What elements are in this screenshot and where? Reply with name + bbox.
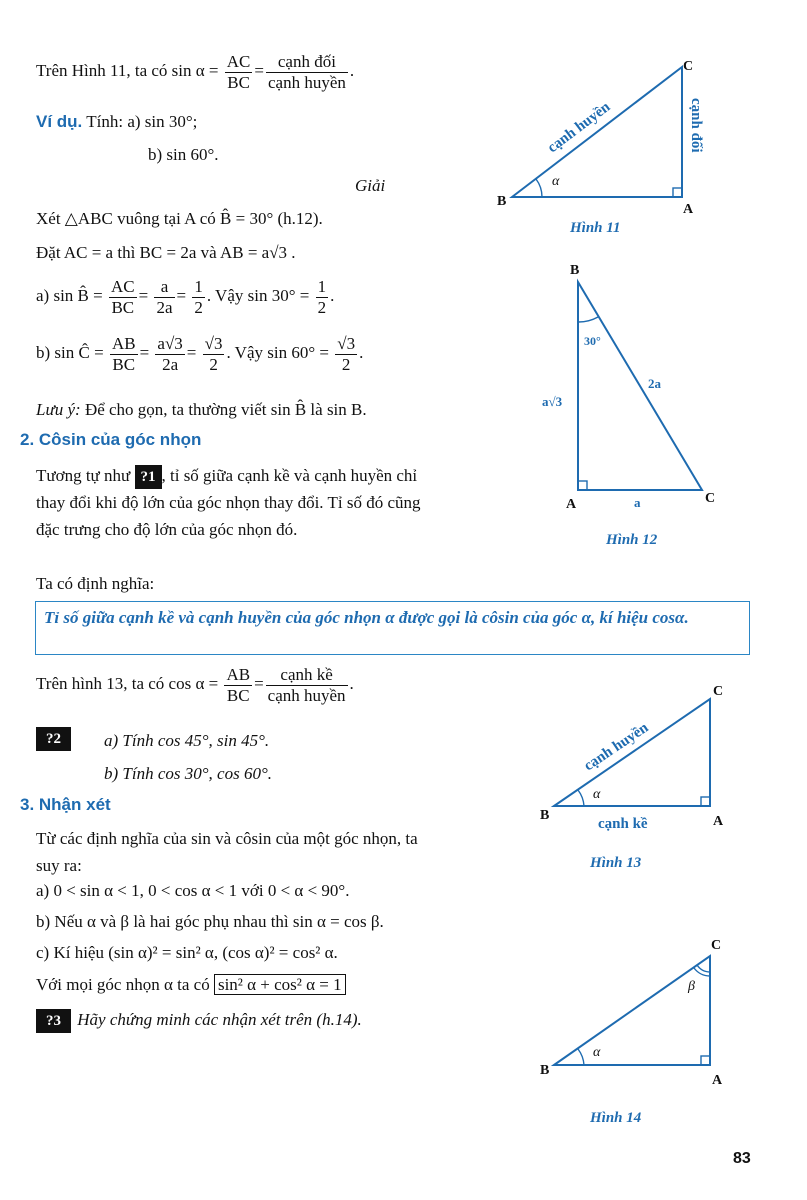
identity-line: Với mọi góc nhọn α ta có sin² α + cos² α = 1 bbox=[36, 975, 346, 995]
alpha-label-13: α bbox=[593, 787, 601, 802]
ratio-fraction: $\frac{\text{cạnh đối}}{\text{cạnh huyền}}$ bbox=[267, 52, 346, 92]
angle-arc-13 bbox=[578, 790, 584, 806]
question-2b: b) Tính cos 30°, cos 60°. bbox=[104, 764, 273, 783]
vertex-a-12: A bbox=[566, 497, 577, 508]
definition-text: Tỉ số giữa cạnh kề và cạnh huyền của góc nhọn α được gọi là côsin của góc α, kí hiệu cosα. bbox=[44, 608, 689, 627]
example-line bbox=[36, 112, 197, 132]
figure-12-caption: Hình 12 bbox=[606, 532, 658, 548]
cos-line: Trên hình 13, ta có cos α = $\frac{AB}{BC}$ = $\frac{\text{cạnh kề}}{\text{cạnh huyền}}$ . bbox=[36, 665, 354, 705]
angle-arc-12 bbox=[578, 317, 598, 322]
triangle-14 bbox=[554, 956, 710, 1065]
question-badge-2: ?2 bbox=[36, 727, 71, 751]
question-3 bbox=[36, 1009, 362, 1033]
angle-arc-beta-14a bbox=[697, 965, 710, 972]
section-3-paragraph: Từ các định nghĩa của sin và côsin của một góc nhọn, ta suy ra: bbox=[36, 829, 418, 875]
note bbox=[36, 400, 367, 420]
remark-c: c) Kí hiệu (sin α)² = sin² α, (cos α)² = cos² α. bbox=[36, 943, 338, 962]
figure-11-caption: Hình 11 bbox=[570, 220, 621, 236]
vertex-b-13: B bbox=[540, 808, 550, 823]
question-3-text: Hãy chứng minh các nhận xét trên (h.14). bbox=[77, 1010, 362, 1029]
vertex-a-13: A bbox=[713, 814, 724, 829]
angle-arc bbox=[536, 179, 542, 197]
remark-b: b) Nếu α và β là hai góc phụ nhau thì sin α = cos β. bbox=[36, 912, 384, 931]
definition-box bbox=[35, 601, 750, 655]
hypotenuse-label: cạnh huyền bbox=[544, 99, 614, 157]
vertex-a-14: A bbox=[712, 1073, 723, 1088]
solution-b: b) sin Ĉ = $\frac{AB}{BC}$ = $\frac{a√3}{2a}$ = $\frac{√3}{2}$ . Vậy sin 60° = $\frac{√3}{2}$ . bbox=[36, 334, 364, 374]
vertex-c-12: C bbox=[705, 491, 716, 506]
question-badge-3: ?3 bbox=[36, 1009, 71, 1033]
solution-heading: Giải bbox=[355, 176, 386, 195]
vertex-c: C bbox=[683, 59, 694, 74]
alpha-label: α bbox=[552, 174, 560, 189]
figure-12 bbox=[530, 258, 730, 508]
hypotenuse-label-13: cạnh huyền bbox=[581, 719, 652, 775]
right-angle-mark bbox=[673, 188, 682, 197]
intro-text: Trên Hình 11, ta có sin α = bbox=[36, 60, 219, 80]
adjacent-label-13: cạnh kề bbox=[598, 816, 648, 832]
vertex-b: B bbox=[497, 194, 507, 209]
alpha-label-14: α bbox=[593, 1045, 601, 1060]
identity-box: sin² α + cos² α = 1 bbox=[214, 974, 346, 995]
angle-label-12: 30° bbox=[584, 334, 601, 348]
section-2-paragraph: Tương tự như ?1 , tỉ số giữa cạnh kề và cạnh huyền chỉ thay đổi khi độ lớn của góc nhọn thay đổi. Tỉ số đó cũng đặc trưng cho độ lớn của góc nhọn đó. bbox=[36, 466, 421, 539]
vertex-c-14: C bbox=[711, 938, 722, 953]
solution-a: a) sin B̂ = $\frac{AC}{BC}$ = $\frac{a}{2a}$ = $\frac{1}{2}$ . Vậy sin 30° = $\frac{1}{2}$ . bbox=[36, 277, 335, 317]
angle-arc-alpha-14 bbox=[578, 1049, 584, 1065]
figure-13 bbox=[530, 675, 760, 835]
question-2 bbox=[36, 727, 71, 751]
note-text: Để cho gọn, ta thường viết sin B̂ là sin B. bbox=[84, 400, 367, 419]
page-number: 83 bbox=[733, 1150, 751, 1167]
solution-line-1: Xét △ABC vuông tại A có B̂ = 30° (h.12). bbox=[36, 209, 323, 228]
figure-14 bbox=[530, 930, 750, 1090]
left-side-label-12: a√3 bbox=[542, 394, 563, 409]
figure-13-caption: Hình 13 bbox=[590, 855, 642, 871]
right-angle-mark-14 bbox=[701, 1056, 710, 1065]
intro-line: Trên Hình 11, ta có sin α = $\frac{AC}{BC}$ = $\frac{\text{cạnh đối}}{\text{cạnh huyền}}$ . bbox=[36, 52, 355, 92]
definition-intro: Ta có định nghĩa: bbox=[36, 574, 155, 593]
right-angle-mark-12 bbox=[578, 481, 587, 490]
vertex-b-14: B bbox=[540, 1063, 550, 1078]
sin-fraction: $\frac{AC}{BC}$ bbox=[226, 52, 251, 92]
beta-label-14: β bbox=[688, 979, 695, 994]
vertex-c-13: C bbox=[713, 684, 724, 699]
bottom-side-label-12: a bbox=[634, 495, 641, 508]
triangle-13 bbox=[554, 699, 710, 806]
question-2a: a) Tính cos 45°, sin 45°. bbox=[104, 731, 270, 750]
note-label: Lưu ý: bbox=[36, 400, 81, 419]
opposite-label: cạnh đối bbox=[688, 98, 704, 153]
example-task-b: b) sin 60°. bbox=[148, 145, 219, 164]
right-angle-mark-13 bbox=[701, 797, 710, 806]
question-badge-1: ?1 bbox=[135, 465, 162, 489]
example-task: Tính: a) sin 30°; bbox=[86, 112, 198, 131]
hyp-label-12: 2a bbox=[648, 376, 661, 391]
example-label: Ví dụ. bbox=[36, 112, 83, 131]
section-2-title: 2. Côsin của góc nhọn bbox=[20, 430, 202, 449]
section-3-title: 3. Nhận xét bbox=[20, 795, 111, 814]
figure-14-caption: Hình 14 bbox=[590, 1110, 642, 1126]
triangle-12 bbox=[578, 282, 702, 490]
triangle-11 bbox=[512, 67, 682, 197]
vertex-a: A bbox=[683, 202, 694, 217]
remark-a: a) 0 < sin α < 1, 0 < cos α < 1 với 0 < α < 90°. bbox=[36, 881, 350, 900]
vertex-b-12: B bbox=[570, 263, 580, 278]
solution-line-2: Đặt AC = a thì BC = 2a và AB = a√3 . bbox=[36, 243, 296, 262]
